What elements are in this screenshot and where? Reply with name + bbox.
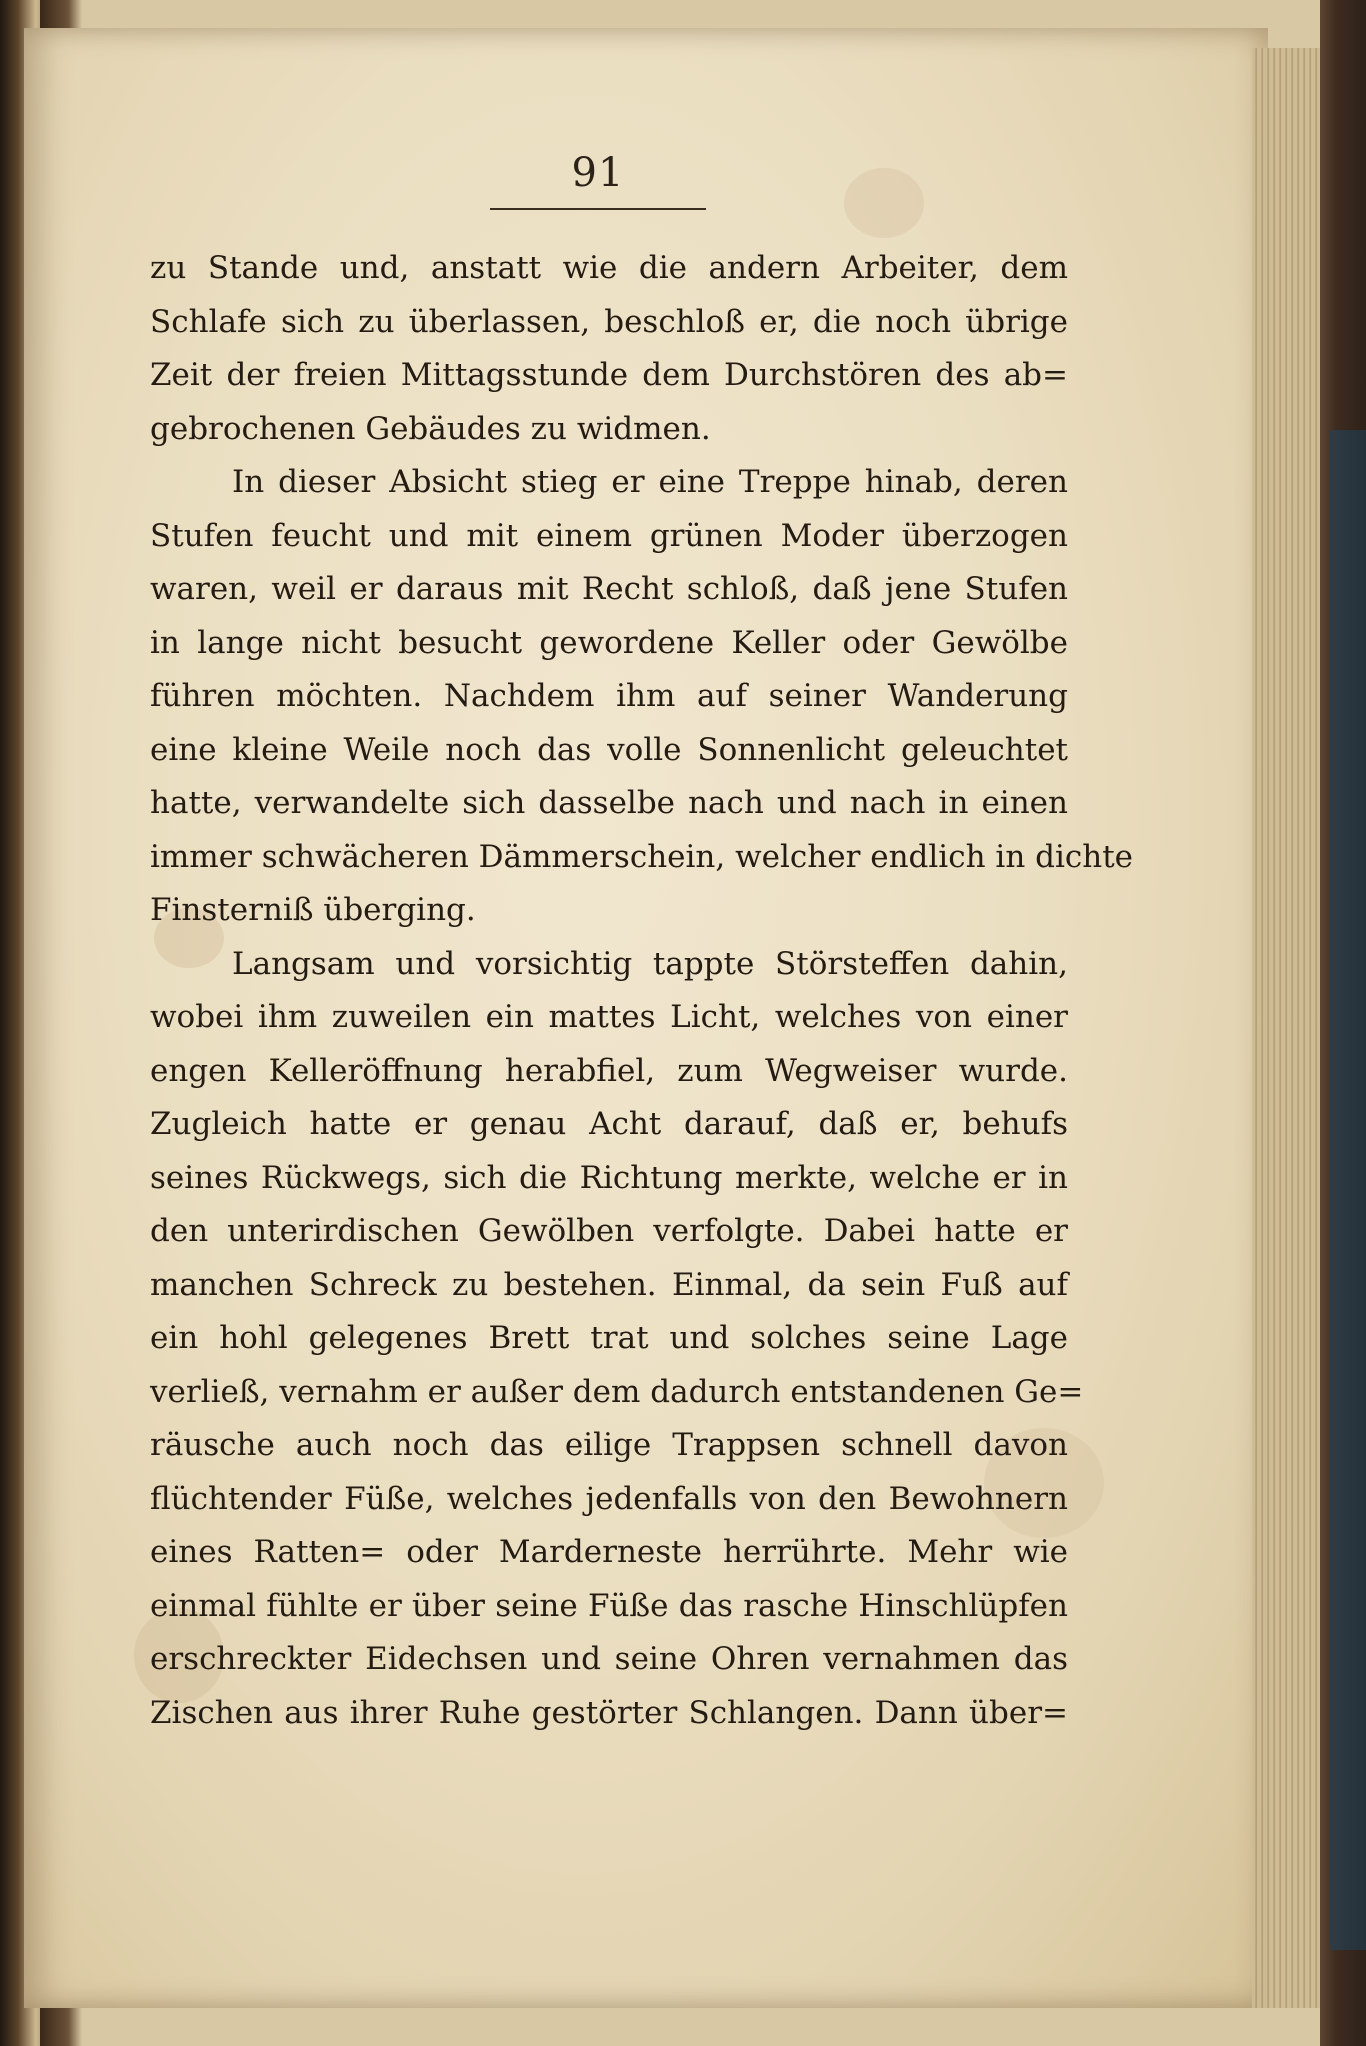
text-line: Zischen aus ihrer Ruhe gestörter Schlangen. Dann über= bbox=[150, 1694, 1068, 1731]
text-line: immer schwächeren Dämmerschein, welcher endlich in dichte bbox=[150, 838, 1134, 875]
text-line: eines Ratten= oder Marderneste herrührte. Mehr wie bbox=[150, 1534, 1068, 1570]
page-edges-stack bbox=[1252, 48, 1322, 2008]
text-line: wobei ihm zuweilen ein mattes Licht, welches von einer bbox=[150, 999, 1068, 1035]
text-line: Langsam und vorsichtig tappte Störsteffen dahin, bbox=[232, 945, 1068, 982]
book-cover-edge bbox=[1320, 0, 1366, 2046]
text-line: Schlafe sich zu überlassen, beschloß er, die noch übrige bbox=[150, 303, 1068, 340]
text-line: räusche auch noch das eilige Trappsen schnell davon bbox=[150, 1427, 1068, 1463]
text-line: eine kleine Weile noch das volle Sonnenlicht geleuchtet bbox=[150, 731, 1068, 768]
text-line: Stufen feucht und mit einem grünen Moder überzogen bbox=[150, 517, 1068, 554]
text-line: den unterirdischen Gewölben verfolgte. Dabei hatte er bbox=[150, 1213, 1068, 1249]
text-line: Zugleich hatte er genau Acht darauf, daß er, behufs bbox=[150, 1106, 1068, 1142]
text-line: verließ, vernahm er außer dem dadurch entstandenen Ge= bbox=[150, 1373, 1084, 1410]
text-line: führen möchten. Nachdem ihm auf seiner Wanderung bbox=[150, 678, 1068, 714]
text-line: einmal fühlte er über seine Füße das rasche Hinschlüpfen bbox=[150, 1587, 1068, 1624]
text-line: manchen Schreck zu bestehen. Einmal, da sein Fuß auf bbox=[150, 1266, 1068, 1303]
text-line: erschreckter Eidechsen und seine Ohren vernahmen das bbox=[150, 1641, 1068, 1677]
text-line: Finsterniß überging. bbox=[150, 892, 476, 928]
text-line: waren, weil er daraus mit Recht schloß, daß jene Stufen bbox=[150, 571, 1068, 607]
header-rule bbox=[490, 208, 706, 210]
paragraph-3 bbox=[150, 938, 1084, 1741]
text-line: flüchtender Füße, welches jedenfalls von den Bewohnern bbox=[150, 1480, 1068, 1517]
text-line: hatte, verwandelte sich dasselbe nach und nach in einen bbox=[150, 785, 1068, 821]
text-line: Zeit der freien Mittagsstunde dem Durchstören des ab= bbox=[150, 357, 1068, 393]
text-line: gebrochenen Gebäudes zu widmen. bbox=[150, 410, 711, 447]
text-line: ein hohl gelegenes Brett trat und solches seine Lage bbox=[150, 1320, 1068, 1356]
text-line: zu Stande und, anstatt wie die andern Arbeiter, dem bbox=[150, 250, 1068, 286]
page-number: 91 bbox=[571, 150, 625, 196]
text-line: engen Kelleröffnung herabfiel, zum Wegweiser wurde. bbox=[150, 1052, 1068, 1089]
paper-stain bbox=[844, 168, 924, 238]
text-line: seines Rückwegs, sich die Richtung merkte, welche er in bbox=[150, 1159, 1068, 1196]
text-line: in lange nicht besucht gewordene Keller oder Gewölbe bbox=[150, 624, 1068, 661]
paragraph-1 bbox=[150, 242, 1068, 456]
text-line: In dieser Absicht stieg er eine Treppe hinab, deren bbox=[232, 464, 1068, 500]
body-text bbox=[150, 242, 1134, 1740]
paragraph-2 bbox=[150, 456, 1134, 938]
